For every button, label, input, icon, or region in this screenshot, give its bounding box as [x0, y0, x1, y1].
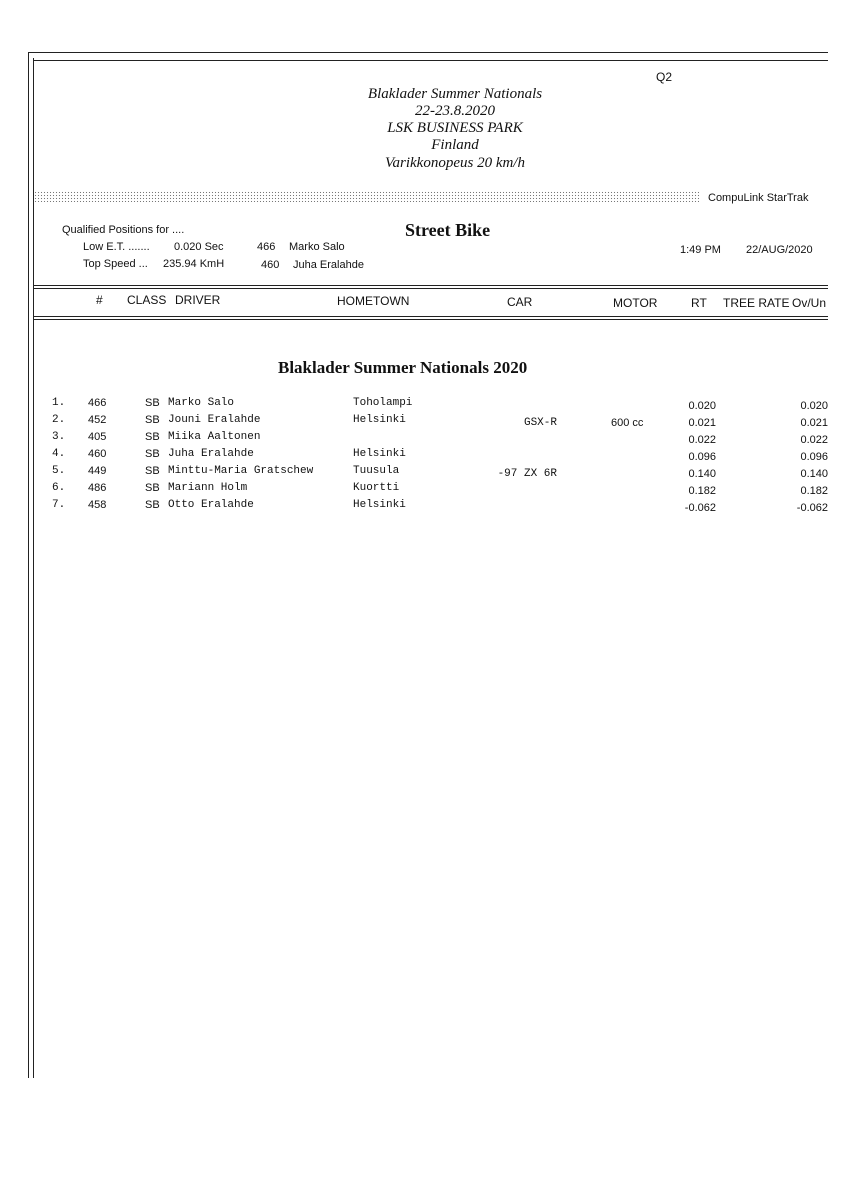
- dotted-band: [34, 191, 699, 202]
- row-ov-un: 0.021: [800, 417, 828, 429]
- report-date: 22/AUG/2020: [746, 244, 813, 256]
- row-class: SB: [145, 482, 160, 494]
- round-code: Q2: [656, 70, 673, 84]
- row-driver: Otto Eralahde: [168, 499, 254, 511]
- row-hometown: Helsinki: [353, 448, 406, 460]
- row-rt: -0.062: [684, 502, 716, 514]
- header-top-line-2: [33, 288, 828, 289]
- row-class: SB: [145, 499, 160, 511]
- class-title: Street Bike: [405, 220, 491, 240]
- row-number: 452: [88, 414, 107, 426]
- row-class: SB: [145, 414, 160, 426]
- top-speed-value: 235.94 KmH: [163, 258, 225, 270]
- row-position: 4.: [52, 448, 66, 460]
- top-speed-driver: Juha Eralahde: [293, 259, 364, 271]
- row-ov-un: 0.022: [800, 434, 828, 446]
- col-motor: MOTOR: [613, 296, 658, 310]
- row-position: 1.: [52, 397, 66, 409]
- low-et-driver: Marko Salo: [289, 241, 345, 253]
- col-ov-un: Ov/Un: [792, 296, 827, 310]
- low-et-number: 466: [257, 241, 276, 253]
- col-class: CLASS: [127, 293, 167, 307]
- row-number: 466: [88, 397, 107, 409]
- row-number: 460: [88, 448, 107, 460]
- row-hometown: Kuortti: [353, 482, 400, 494]
- top-border-inner: [33, 60, 828, 61]
- qualified-label: Qualified Positions for ....: [62, 224, 185, 236]
- col-hometown: HOMETOWN: [337, 294, 410, 308]
- event-pit-speed: Varikkonopeus 20 km/h: [385, 155, 525, 171]
- row-hometown: Helsinki: [353, 414, 406, 426]
- row-rt: 0.140: [688, 468, 716, 480]
- report-time: 1:49 PM: [680, 244, 721, 256]
- row-rt: 0.022: [688, 434, 716, 446]
- row-rt: 0.021: [688, 417, 716, 429]
- low-et-label: Low E.T. .......: [83, 241, 150, 253]
- brand-label: CompuLink StarTrak: [708, 192, 809, 204]
- row-position: 5.: [52, 465, 66, 477]
- row-car: -97 ZX 6R: [497, 468, 557, 480]
- event-country: Finland: [431, 137, 479, 153]
- row-position: 6.: [52, 482, 66, 494]
- low-et-value: 0.020 Sec: [174, 241, 224, 253]
- row-number: 486: [88, 482, 107, 494]
- event-venue: LSK BUSINESS PARK: [387, 120, 523, 136]
- col-number: #: [96, 293, 103, 307]
- row-rt: 0.020: [688, 400, 716, 412]
- row-hometown: Tuusula: [353, 465, 400, 477]
- row-driver: Marko Salo: [168, 397, 235, 409]
- row-driver: Juha Eralahde: [168, 448, 254, 460]
- row-driver: Jouni Eralahde: [168, 414, 261, 426]
- row-ov-un: 0.020: [800, 400, 828, 412]
- row-rt: 0.096: [688, 451, 716, 463]
- row-ov-un: 0.140: [800, 468, 828, 480]
- row-ov-un: 0.096: [800, 451, 828, 463]
- row-ov-un: -0.062: [796, 502, 828, 514]
- row-ov-un: 0.182: [800, 485, 828, 497]
- row-class: SB: [145, 448, 160, 460]
- header-bottom-line-2: [33, 319, 828, 320]
- row-position: 3.: [52, 431, 66, 443]
- row-driver: Miika Aaltonen: [168, 431, 261, 443]
- row-class: SB: [145, 431, 160, 443]
- event-dates: 22-23.8.2020: [415, 103, 495, 119]
- event-name: Blaklader Summer Nationals: [367, 86, 543, 102]
- top-border-outer: [28, 52, 828, 53]
- col-tree-rate: TREE RATE: [723, 296, 790, 310]
- col-rt: RT: [691, 296, 707, 310]
- left-border-inner: [33, 58, 34, 1078]
- row-hometown: Toholampi: [353, 397, 413, 409]
- row-hometown: Helsinki: [353, 499, 406, 511]
- col-driver: DRIVER: [175, 293, 221, 307]
- row-driver: Minttu-Maria Gratschew: [168, 465, 314, 477]
- row-number: 458: [88, 499, 107, 511]
- row-driver: Mariann Holm: [168, 482, 248, 494]
- row-class: SB: [145, 465, 160, 477]
- top-speed-number: 460: [261, 259, 280, 271]
- col-car: CAR: [507, 295, 533, 309]
- results-title: Blaklader Summer Nationals 2020: [278, 358, 528, 377]
- row-number: 405: [88, 431, 107, 443]
- row-position: 2.: [52, 414, 66, 426]
- row-number: 449: [88, 465, 107, 477]
- row-rt: 0.182: [688, 485, 716, 497]
- row-car: GSX-R: [523, 417, 557, 429]
- left-border-outer: [28, 52, 29, 1078]
- row-position: 7.: [52, 499, 66, 511]
- row-class: SB: [145, 397, 160, 409]
- row-motor: 600 cc: [611, 417, 644, 429]
- top-speed-label: Top Speed ...: [83, 258, 148, 270]
- header-bottom-line-1: [33, 316, 828, 317]
- header-top-line-1: [33, 285, 828, 286]
